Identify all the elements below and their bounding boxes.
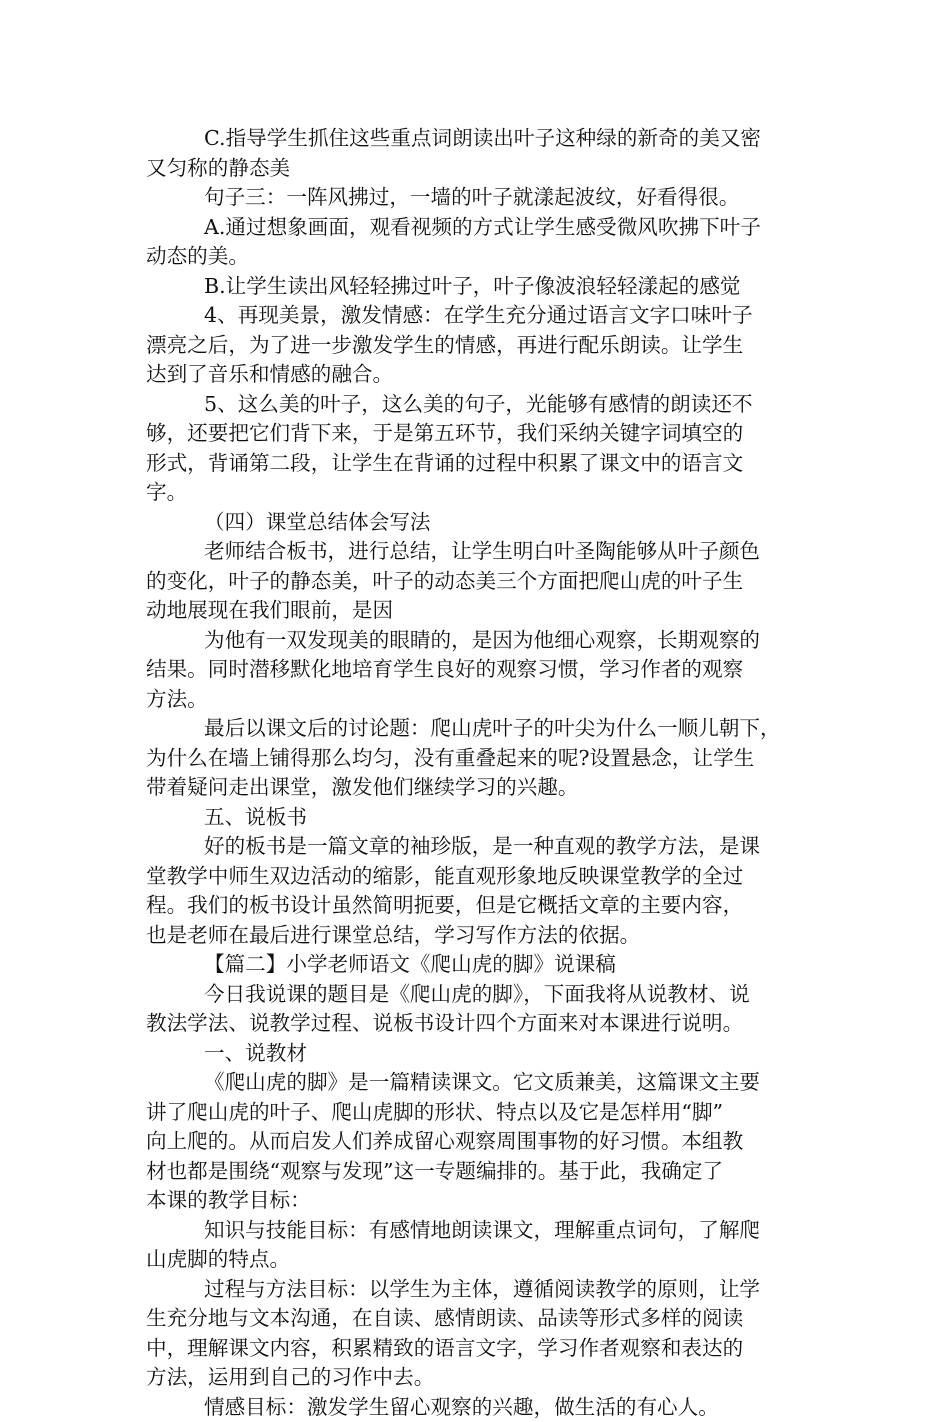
text-line: 好的板书是一篇文章的袖珍版，是一种直观的教学方法，是课 [146, 832, 810, 862]
text-line: 形式，背诵第二段，让学生在背诵的过程中积累了课文中的语言文 [146, 449, 810, 479]
text-line: （四）课堂总结体会写法 [146, 508, 810, 538]
text-line: 过程与方法目标：以学生为主体，遵循阅读教学的原则，让学 [146, 1275, 810, 1305]
text-line: 方法，运用到自己的习作中去。 [146, 1363, 810, 1393]
text-line: 材也都是围绕“观察与发现”这一专题编排的。基于此，我确定了 [146, 1157, 810, 1187]
text-line: A.通过想象画面，观看视频的方式让学生感受微风吹拂下叶子 [146, 213, 810, 243]
text-line: 今日我说课的题目是《爬山虎的脚》，下面我将从说教材、说 [146, 980, 810, 1010]
text-line: 达到了音乐和情感的融合。 [146, 360, 810, 390]
text-line: 知识与技能目标：有感情地朗读课文，理解重点词句，了解爬 [146, 1216, 810, 1246]
text-line: 为什么在墙上铺得那么均匀，没有重叠起来的呢?设置悬念，让学生 [146, 744, 810, 774]
text-line: 句子三：一阵风拂过，一墙的叶子就漾起波纹，好看得很。 [146, 183, 810, 213]
text-line: 【篇二】小学老师语文《爬山虎的脚》说课稿 [146, 950, 810, 980]
text-line: 一、说教材 [146, 1039, 810, 1069]
text-line: 五、说板书 [146, 803, 810, 833]
text-line: 生充分地与文本沟通，在自读、感情朗读、品读等形式多样的阅读 [146, 1304, 810, 1334]
text-line: B.让学生读出风轻轻拂过叶子，叶子像波浪轻轻漾起的感觉 [146, 272, 810, 302]
text-line: 老师结合板书，进行总结，让学生明白叶圣陶能够从叶子颜色 [146, 537, 810, 567]
text-line: 也是老师在最后进行课堂总结，学习写作方法的依据。 [146, 921, 810, 951]
text-line: 本课的教学目标： [146, 1186, 810, 1216]
text-line: 《爬山虎的脚》是一篇精读课文。它文质兼美，这篇课文主要 [146, 1068, 810, 1098]
text-line: 5、这么美的叶子，这么美的句子，光能够有感情的朗读还不 [146, 390, 810, 420]
text-line: 动地展现在我们眼前，是因 [146, 596, 810, 626]
text-line: 讲了爬山虎的叶子、爬山虎脚的形状、特点以及它是怎样用“脚” [146, 1098, 810, 1128]
text-line: 教法学法、说教学过程、说板书设计四个方面来对本课进行说明。 [146, 1009, 810, 1039]
text-line: 动态的美。 [146, 242, 810, 272]
text-line: 漂亮之后，为了进一步激发学生的情感，再进行配乐朗读。让学生 [146, 331, 810, 361]
text-line: 山虎脚的特点。 [146, 1245, 810, 1275]
text-line: 为他有一双发现美的眼睛的，是因为他细心观察，长期观察的 [146, 626, 810, 656]
text-line: 4、再现美景，激发情感：在学生充分通过语言文字口味叶子 [146, 301, 810, 331]
text-line: 程。我们的板书设计虽然简明扼要，但是它概括文章的主要内容， [146, 891, 810, 921]
text-line: 字。 [146, 478, 810, 508]
text-line: 堂教学中师生双边活动的缩影，能直观形象地反映课堂教学的全过 [146, 862, 810, 892]
text-line: 最后以课文后的讨论题：爬山虎叶子的叶尖为什么一顺儿朝下， [146, 714, 810, 744]
text-line: C.指导学生抓住这些重点词朗读出叶子这种绿的新奇的美又密 [146, 124, 810, 154]
text-line: 带着疑问走出课堂，激发他们继续学习的兴趣。 [146, 773, 810, 803]
text-line: 情感目标：激发学生留心观察的兴趣，做生活的有心人。 [146, 1393, 810, 1422]
text-line: 够，还要把它们背下来，于是第五环节，我们采纳关键字词填空的 [146, 419, 810, 449]
text-line: 方法。 [146, 685, 810, 715]
text-line: 向上爬的。从而启发人们养成留心观察周围事物的好习惯。本组教 [146, 1127, 810, 1157]
text-line: 的变化，叶子的静态美，叶子的动态美三个方面把爬山虎的叶子生 [146, 567, 810, 597]
text-line: 又匀称的静态美 [146, 154, 810, 184]
text-line: 结果。同时潜移默化地培育学生良好的观察习惯，学习作者的观察 [146, 655, 810, 685]
text-line: 中，理解课文内容，积累精致的语言文字，学习作者观察和表达的 [146, 1334, 810, 1364]
document-body [146, 124, 810, 1422]
